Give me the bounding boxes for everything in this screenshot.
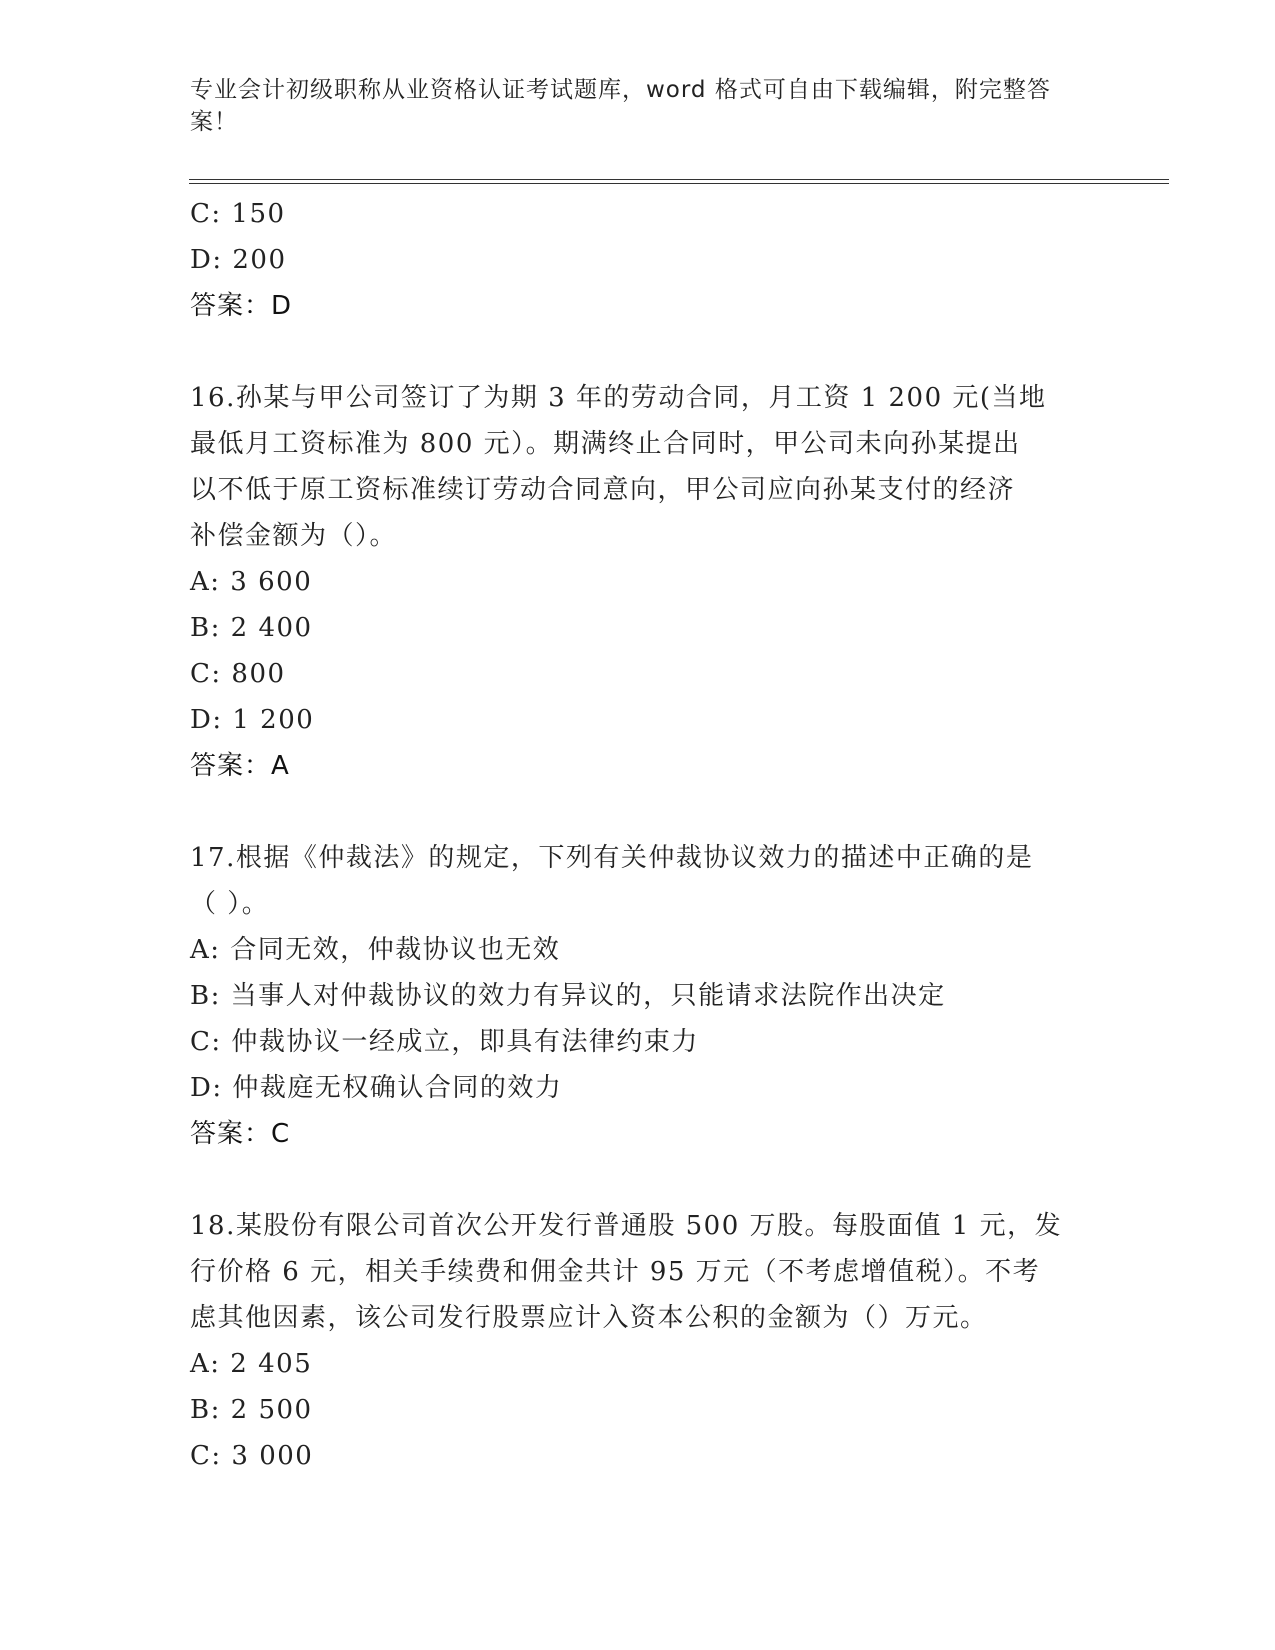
option-b: B: 当事人对仲裁协议的效力有异议的，只能请求法院作出决定 (190, 981, 946, 1011)
question-text-line: 18.某股份有限公司首次公开发行普通股 500 万股。每股面值 1 元，发 (190, 1211, 1063, 1241)
option-b: B: 2 500 (190, 1395, 313, 1425)
option-a: A: 合同无效，仲裁协议也无效 (190, 935, 561, 965)
answer: 答案：C (190, 1119, 291, 1149)
question-17 (190, 835, 1090, 1157)
option-c: C: 3 000 (190, 1441, 314, 1471)
spacer (190, 329, 1090, 375)
option-a: A: 2 405 (190, 1349, 313, 1379)
answer: 答案：A (190, 751, 290, 781)
question-text-line: 16.孙某与甲公司签订了为期 3 年的劳动合同，月工资 1 200 元(当地 (190, 383, 1047, 413)
header-line-2: 案！ (190, 109, 238, 135)
answer: 答案：D (190, 291, 293, 321)
option-d: D: 1 200 (190, 705, 315, 735)
option-d: D: 200 (190, 245, 287, 275)
question-content (190, 191, 1090, 1479)
option-d: D: 仲裁庭无权确认合同的效力 (190, 1073, 563, 1103)
option-b: B: 2 400 (190, 613, 313, 643)
header-divider-top (189, 179, 1169, 180)
option-c: C: 150 (190, 199, 286, 229)
question-18 (190, 1203, 1090, 1479)
question-16 (190, 375, 1090, 789)
question-text-line: 最低月工资标准为 800 元）。期满终止合同时，甲公司未向孙某提出 (190, 429, 1021, 459)
header-divider-bottom (189, 183, 1169, 184)
option-a: A: 3 600 (190, 567, 313, 597)
question-text-line: 以不低于原工资标准续订劳动合同意向，甲公司应向孙某支付的经济 (190, 475, 1016, 505)
question-text-line: 17.根据《仲裁法》的规定，下列有关仲裁协议效力的描述中正确的是 (190, 843, 1034, 873)
page-header (190, 74, 1090, 138)
question-15-tail (190, 191, 1090, 329)
question-text-line: 补偿金额为（）。 (190, 521, 398, 551)
spacer (190, 1157, 1090, 1203)
question-text-line: （ ）。 (190, 889, 270, 919)
header-line-1: 专业会计初级职称从业资格认证考试题库，word 格式可自由下载编辑，附完整答 (190, 77, 1051, 103)
question-text-line: 行价格 6 元，相关手续费和佣金共计 95 万元（不考虑增值税）。不考 (190, 1257, 1041, 1287)
question-text-line: 虑其他因素，该公司发行股票应计入资本公积的金额为（）万元。 (190, 1303, 988, 1333)
spacer (190, 789, 1090, 835)
option-c: C: 800 (190, 659, 286, 689)
option-c: C: 仲裁协议一经成立，即具有法律约束力 (190, 1027, 699, 1057)
